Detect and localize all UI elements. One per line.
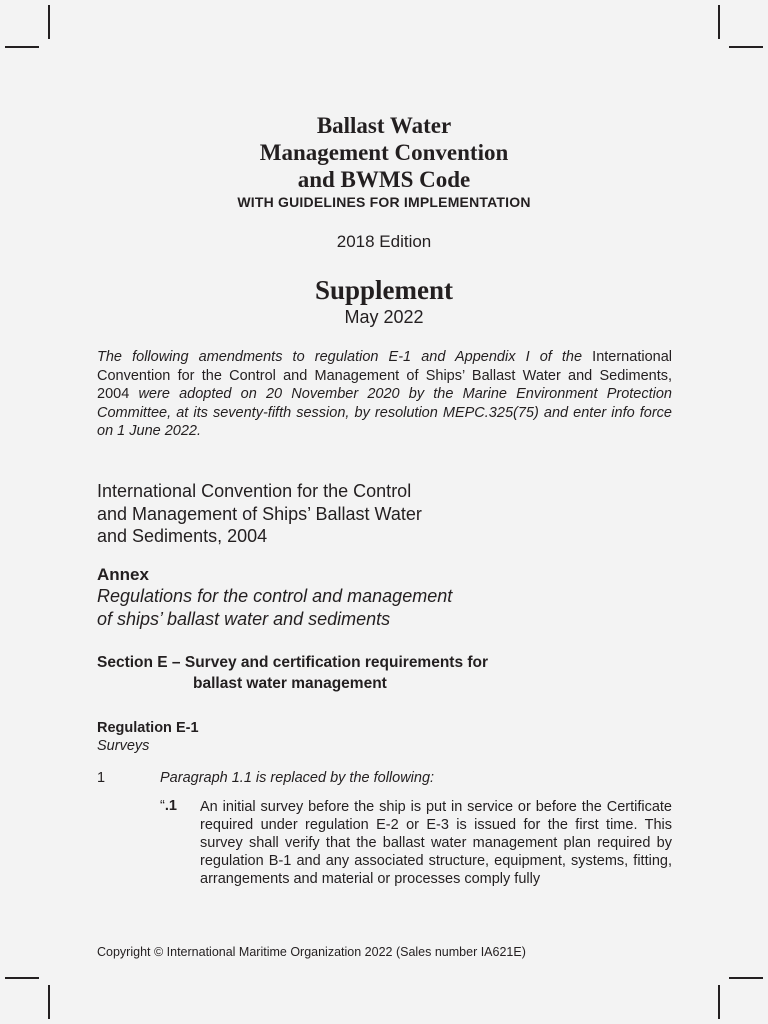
opening-quote: “ bbox=[160, 798, 165, 814]
edition-label: 2018 Edition bbox=[336, 232, 432, 251]
intro-text-part-3: were adopted on 20 November 2020 by the Marine Environment Protection Committee, at its seventy-fifth session, by resolution MEPC.325(75) and enter info force on 1 June 2022. bbox=[97, 386, 672, 439]
annex-subtitle-line-2: of ships’ ballast water and sediments bbox=[97, 609, 391, 629]
convention-line-2: and Management of Ships’ Ballast Water bbox=[97, 503, 422, 524]
document-title bbox=[0, 112, 768, 210]
regulation-heading: Regulation E-1 bbox=[97, 720, 199, 736]
intro-paragraph bbox=[97, 348, 672, 441]
title-line-1: Ballast Water bbox=[316, 113, 452, 138]
crop-mark-bottom-right-vertical bbox=[718, 985, 720, 1019]
crop-mark-top-right-vertical bbox=[718, 5, 720, 39]
crop-mark-top-left-vertical bbox=[48, 5, 50, 39]
supplement-date: May 2022 bbox=[344, 307, 424, 327]
annex-heading: Annex bbox=[97, 565, 149, 584]
supplement-block bbox=[0, 275, 768, 328]
intro-convention-name: International Convention for the Control and Management of Ships’ Ballast Water and Sediments, 2004 bbox=[97, 349, 672, 402]
title-line-3: and BWMS Code bbox=[297, 167, 471, 192]
section-heading bbox=[97, 652, 488, 694]
title-subtitle: WITH GUIDELINES FOR IMPLEMENTATION bbox=[237, 194, 531, 210]
convention-line-1: International Convention for the Control bbox=[97, 481, 412, 501]
crop-mark-top-left-horizontal bbox=[5, 46, 39, 48]
crop-mark-top-right-horizontal bbox=[729, 46, 763, 48]
annex-block bbox=[97, 565, 452, 631]
convention-line-3: and Sediments, 2004 bbox=[97, 526, 268, 546]
crop-mark-bottom-left-horizontal bbox=[5, 977, 39, 979]
item-number-label: .1 bbox=[164, 798, 177, 814]
item-text: An initial survey before the ship is put in service or before the Certificate required under regulation E-2 or E-3 is issued for the first time. This survey shall verify that the ballast water management plan required by regulation B-1 and any associated structure, equipment, systems, fitting, arrangements and material or processes comply fully bbox=[200, 799, 672, 887]
item-number bbox=[160, 798, 177, 814]
regulation-subtitle: Surveys bbox=[97, 738, 150, 754]
regulation-block bbox=[97, 719, 199, 755]
crop-mark-bottom-right-horizontal bbox=[729, 977, 763, 979]
intro-text-part-1: The following amendments to regulation E-1 and Appendix I of the bbox=[97, 349, 583, 365]
supplement-title: Supplement bbox=[314, 275, 454, 305]
section-heading-line-2: ballast water management bbox=[193, 675, 387, 692]
paragraph-number: 1 bbox=[97, 770, 106, 786]
title-line-2: Management Convention bbox=[259, 140, 509, 165]
paragraph-instruction: Paragraph 1.1 is replaced by the following: bbox=[160, 770, 435, 786]
annex-subtitle-line-1: Regulations for the control and management bbox=[97, 586, 453, 606]
copyright-footer: Copyright © International Maritime Organization 2022 (Sales number IA621E) bbox=[97, 945, 526, 959]
section-heading-line-1: Section E – Survey and certification requirements for bbox=[97, 654, 489, 671]
convention-title bbox=[97, 480, 422, 548]
crop-mark-bottom-left-vertical bbox=[48, 985, 50, 1019]
